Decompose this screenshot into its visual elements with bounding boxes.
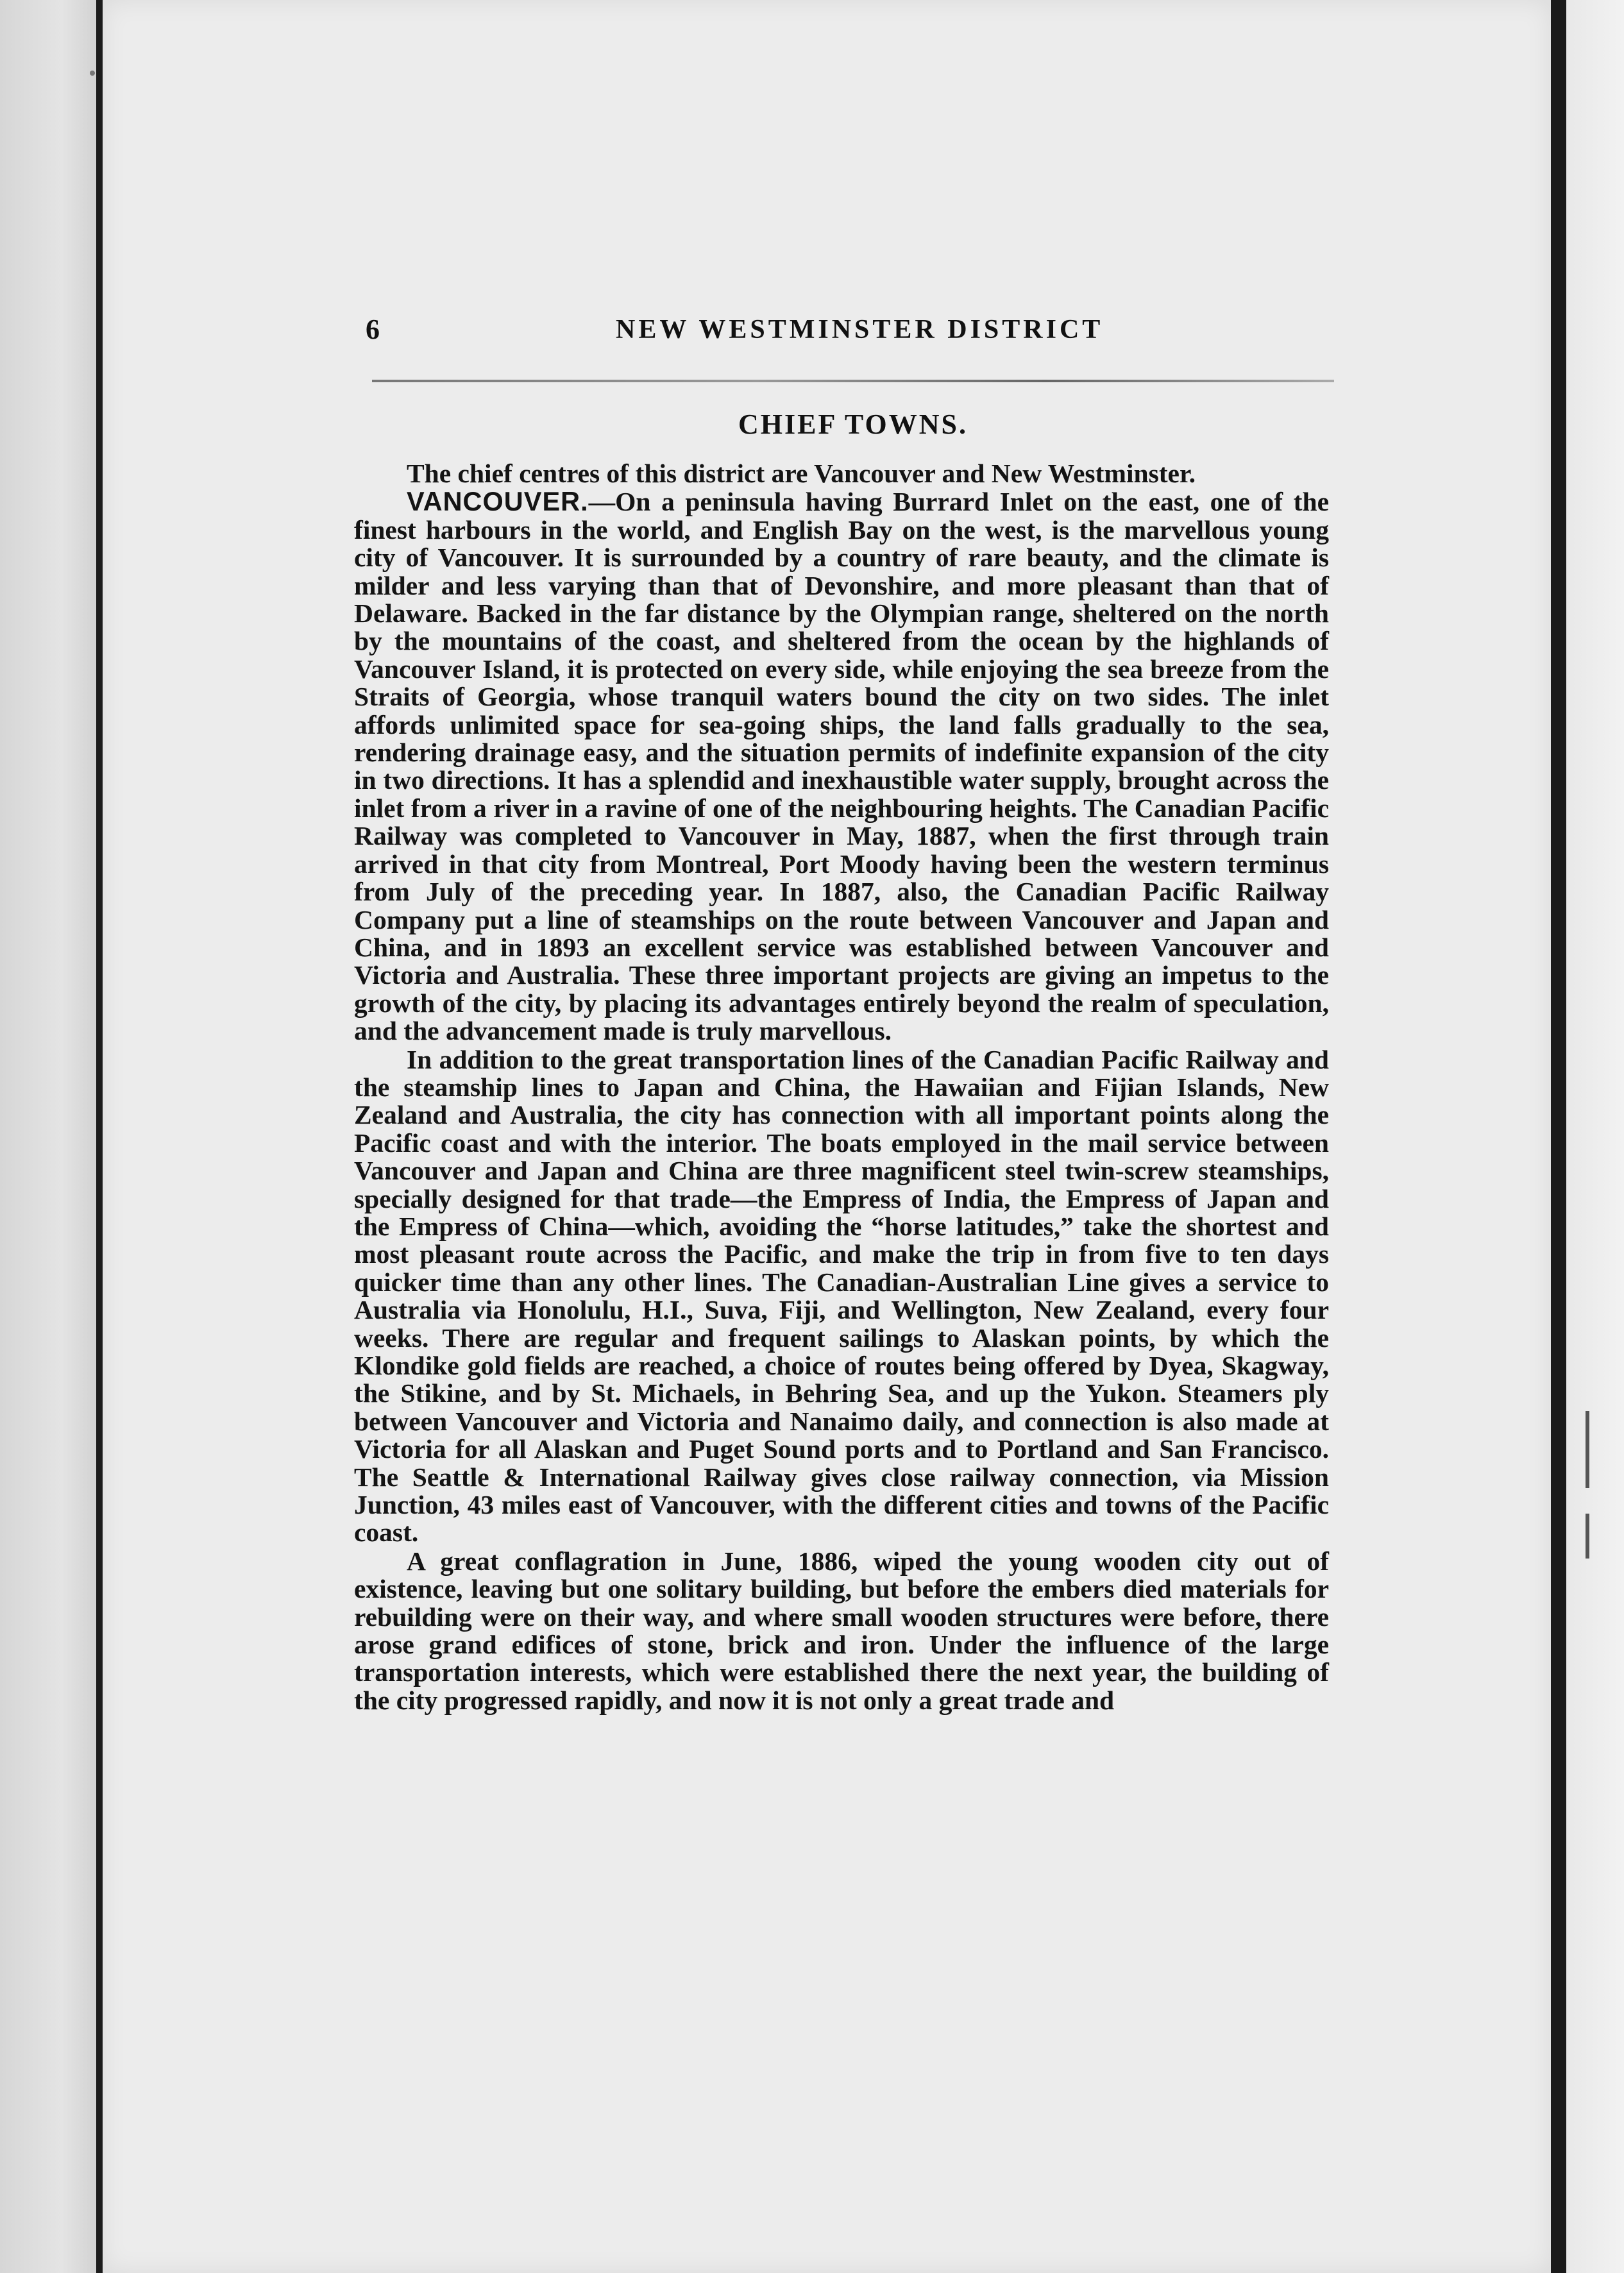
paragraph-text: The chief centres of this district are Vancouver and New Westminster.	[407, 459, 1196, 488]
running-head	[366, 313, 1334, 351]
running-head-title: NEW WESTMINSTER DISTRICT	[616, 315, 1104, 344]
paragraph-lead: VANCOUVER.	[407, 486, 589, 517]
paragraph	[354, 1547, 1329, 1714]
scan-left-margin	[0, 0, 103, 2273]
facing-page-edge	[1566, 0, 1624, 2273]
paragraph-text: A great conflagration in June, 1886, wiped the young wooden city out of existence, leaving but one solitary building, but before the embers died materials for rebuilding were on their way, and where small wooden structures were before, there arose grand edifices of stone, brick and iron. Under the influence of the large transportation interests, which were established there the next year, the building of the city progressed rapidly, and now it is not only a great trade and	[354, 1546, 1329, 1715]
section-title: CHIEF TOWNS.	[738, 409, 968, 440]
margin-speck	[90, 71, 95, 76]
paragraph	[354, 487, 1329, 1045]
edge-mark	[1586, 1514, 1589, 1559]
paragraph-text: In addition to the great transportation lines of the Canadian Pacific Railway and the steamship lines to Japan and China, the Hawaiian and Fijian Islands, New Zealand and Australia, the city has connection with all important points along the Pacific coast and with the interior. The boats employed in the mail service between Vancouver and Japan and China are three magnificent steel twin-screw steamships, specially designed for that trade—the Empress of India, the Empress of Japan and the Empress of China—which, avoiding the “horse latitudes,” take the shortest and most pleasant route across the Pacific, and make the trip in from five to ten days quicker time than any other lines. The Canadian-Australian Line gives a service to Australia via Honolulu, H.I., Suva, Fiji, and Wellington, New Zealand, every four weeks. There are regular and frequent sailings to Alaskan points, by which the Klondike gold fields are reached, a choice of routes being offered by Dyea, Skagway, the Stikine, and by St. Michaels, in Behring Sea, and up the Yukon. Steamers ply between Vancouver and Victoria and Nanaimo daily, and connection is also made at Victoria for all Alaskan and Puget Sound ports and to Portland and San Francisco. The Seattle & International Railway gives close railway connection, via Mission Junction, 43 miles east of Vancouver, with the different cities and towns of the Pacific coast.	[354, 1044, 1329, 1548]
paragraph-text: —On a peninsula having Burrard Inlet on the east, one of the finest harbours in the world, and English Bay on the west, is the marvellous young city of Vancouver. It is surrounded by a country of rare beauty, and the climate is milder and less varying than that of Devonshire, and more pleasant than that of Delaware. Backed in the far distance by the Olympian range, sheltered on the north by the mountains of the coast, and sheltered from the ocean by the highlands of Vancouver Island, it is protected on every side, while enjoying the sea breeze from the Straits of Georgia, whose tranquil waters bound the city on two sides. The inlet affords unlimited space for sea-going ships, the land falls gradually to the sea, rendering drainage easy, and the situation permits of indefinite expansion of the city in two directions. It has a splendid and inexhaustible water supply, brought across the inlet from a river in a ravine of one of the neighbouring heights. The Canadian Pacific Railway was completed to Vancouver in May, 1887, when the first through train arrived in that city from Montreal, Port Moody having been the western terminus from July of the preceding year. In 1887, also, the Canadian Pacific Railway Company put a line of steamships on the route between Vancouver and Japan and China, and in 1893 an excellent service was established between Vancouver and Victoria and Australia. These three important projects are giving an impetus to the growth of the city, by placing its advantages entirely beyond the realm of speculation, and the advancement made is truly marvellous.	[354, 487, 1329, 1046]
paragraph	[354, 1045, 1329, 1547]
edge-mark	[1586, 1411, 1589, 1488]
body-text	[354, 459, 1329, 1714]
paragraph	[354, 459, 1329, 487]
page-gutter	[1551, 0, 1566, 2273]
page-number: 6	[366, 314, 380, 345]
header-rule	[372, 380, 1334, 382]
